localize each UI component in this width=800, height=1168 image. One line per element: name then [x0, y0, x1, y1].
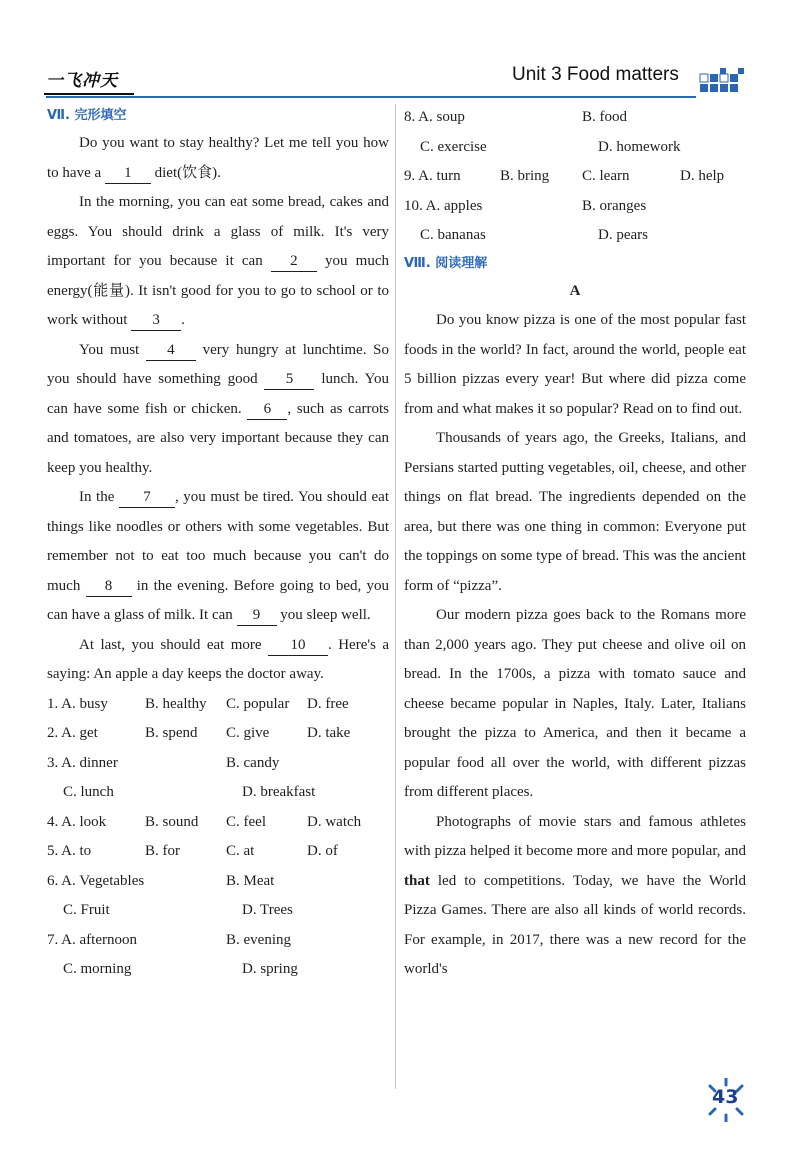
right-column — [404, 103, 746, 985]
header-rule — [46, 96, 696, 98]
option-row: C. morning D. spring — [63, 961, 298, 977]
option-row: 9. A. turn B. bring C. learn D. help — [404, 168, 725, 184]
cloze-paragraph: In the 7 , you must be tired. You should eat things like noodles or others with some vegetables. But remember not to eat too much because you can't do much 8 in the evening. Before going to bed, you can have a glass of milk. It can 9 you sleep well. — [47, 483, 389, 631]
unit-title: Unit 3 Food matters — [512, 64, 679, 85]
blank-3[interactable]: 3 — [131, 310, 181, 331]
blank-6[interactable]: 6 — [247, 399, 287, 420]
option-row: 6. A. Vegetables B. Meat — [47, 872, 275, 889]
reading-paragraph: Do you know pizza is one of the most popular fast foods in the world? In fact, around the world, people eat 5 billion pizzas every year! But where did pizza come from and what makes it so popular? Read on to find out. — [404, 312, 746, 417]
reading-paragraph: Photographs of movie stars and famous athletes with pizza helped it become more and more popular, and that led to competitions. Today, we have the World Pizza Games. There are also all kinds of world records. For example, in 2017, there was a new record for the world's — [404, 813, 746, 977]
left-column — [47, 103, 389, 985]
option-row: 2. A. get B. spend C. give D. take — [47, 725, 351, 741]
option-row: 7. A. afternoon B. evening — [47, 931, 291, 948]
blank-9[interactable]: 9 — [237, 605, 277, 626]
option-row: 10. A. apples B. oranges — [404, 197, 647, 214]
option-row: 8. A. soup B. food — [404, 109, 627, 125]
passage-title: A — [569, 282, 581, 299]
reading-heading: Ⅷ. 阅读理解 — [404, 255, 488, 271]
option-row: C. lunch D. breakfast — [63, 784, 316, 800]
option-row: C. bananas D. pears — [420, 227, 648, 243]
option-row: 1. A. busy B. healthy C. popular D. free — [47, 695, 349, 712]
blank-8[interactable]: 8 — [86, 576, 132, 597]
option-row: 5. A. to B. for C. at D. of — [47, 843, 338, 859]
page-header — [0, 0, 800, 110]
reading-paragraph: Thousands of years ago, the Greeks, Italians, and Persians started putting vegetables, oil, cheese, and other things on flat bread. The ingredients depended on the area, but there was one thing in common: Everyone put the toppings on some type of bread. This was the ancient form of “pizza”. — [404, 430, 746, 594]
option-row: 3. A. dinner B. candy — [47, 754, 280, 771]
blank-4[interactable]: 4 — [146, 340, 196, 361]
cloze-paragraph: Do you want to stay healthy? Let me tell you how to have a 1 diet(饮食). — [47, 129, 389, 188]
cloze-paragraph: In the morning, you can eat some bread, cakes and eggs. You should drink a glass of milk. It's very important for you because it can 2 you much energy(能量). It isn't good for you to go to school or to work without 3 . — [47, 188, 389, 336]
blank-2[interactable]: 2 — [271, 251, 317, 272]
logo-underline — [44, 93, 134, 95]
cloze-paragraph: At last, you should eat more 10 . Here's a saying: An apple a day keeps the doctor away. — [47, 636, 390, 682]
option-row: C. Fruit D. Trees — [63, 902, 293, 918]
blank-5[interactable]: 5 — [264, 369, 314, 390]
blank-10[interactable]: 10 — [268, 635, 328, 656]
checker-decoration-icon — [698, 66, 748, 98]
option-row: C. exercise D. homework — [420, 138, 681, 155]
blank-7[interactable]: 7 — [119, 487, 175, 508]
option-row: 4. A. look B. sound C. feel D. watch — [47, 813, 362, 830]
cloze-paragraph: You must 4 very hungry at lunchtime. So you should have something good 5 lunch. You can have some fish or chicken. 6 , such as carrots and tomatoes, are also very important because they can keep you healthy. — [47, 341, 389, 476]
blank-1[interactable]: 1 — [105, 163, 151, 184]
brand-logo: 一飞冲天 — [46, 71, 118, 91]
column-divider — [395, 104, 396, 1089]
underlined-word: that — [404, 872, 430, 889]
page-number: 43 — [712, 1086, 739, 1108]
reading-paragraph: Our modern pizza goes back to the Romans more than 2,000 years ago. They put cheese and olive oil on bread. In the 1700s, a pizza with tomato sauce and cheese became popular in Naples, Italy. Later, Italians brought the pizza to America, and then it became a popular food all over the world, with different pizzas from different places. — [404, 607, 746, 800]
cloze-heading: Ⅶ. 完形填空 — [47, 108, 127, 123]
